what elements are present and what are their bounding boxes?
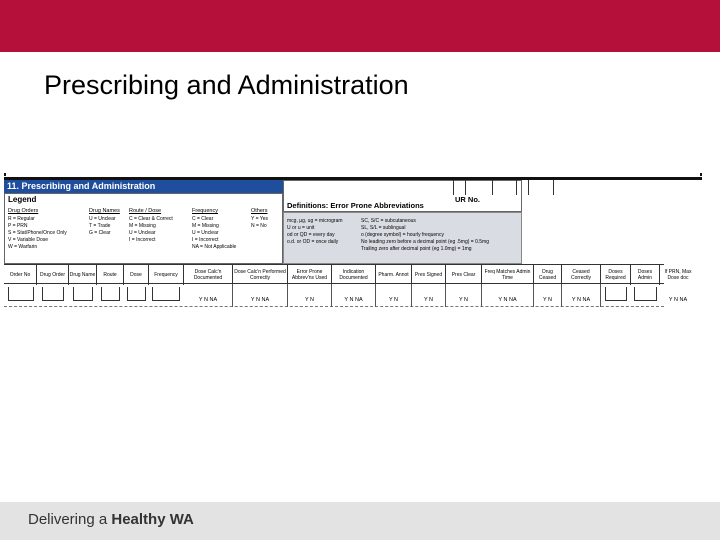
legend-item: C = Clear & Correct — [129, 216, 173, 222]
definition-item: od or QD = every day — [287, 232, 335, 238]
dose-box[interactable] — [127, 287, 146, 301]
column-header: Pharm. Annot — [376, 265, 412, 285]
audit-form-image — [4, 173, 704, 313]
column-header: Error Prone Abbrev'ns Used — [288, 265, 332, 285]
form-corner-tick — [700, 173, 702, 176]
legend-heading: Drug Orders — [8, 208, 39, 214]
column-header: Pres Clear — [446, 265, 482, 285]
footer-tagline-brand: Healthy WA — [111, 511, 194, 528]
yes-no-option[interactable]: Y N — [446, 284, 482, 307]
yes-no-option[interactable]: Y N NA — [184, 284, 233, 307]
definition-item: mcg, µg, ug = microgram — [287, 218, 343, 224]
legend-heading: Others — [251, 208, 268, 214]
ur-number-label: UR No. — [455, 195, 480, 204]
legend-item: G = Clear — [89, 230, 111, 236]
ur-number-box[interactable] — [553, 180, 565, 195]
ur-number-box[interactable] — [528, 180, 540, 195]
yes-no-option[interactable]: Y N — [412, 284, 446, 307]
frequency-box[interactable] — [152, 287, 180, 301]
definition-item: o (degree symbol) = hourly frequency — [361, 232, 444, 238]
audit-header-row — [4, 264, 692, 284]
doses-admin-box[interactable] — [634, 287, 657, 301]
legend-item: Y = Yes — [251, 216, 269, 222]
legend-item: I = Incorrect — [129, 237, 156, 243]
definitions-title: Definitions: Error Prone Abbreviations — [287, 201, 424, 210]
legend-panel — [4, 193, 283, 264]
column-header: Pres Signed — [412, 265, 446, 285]
column-header: Drug Ceased — [534, 265, 562, 285]
column-header: If PRN, Max Dose doc — [664, 269, 692, 281]
ur-number-box[interactable] — [516, 180, 528, 195]
yes-no-option[interactable]: Y N NA — [332, 284, 376, 307]
form-corner-tick — [4, 173, 6, 176]
legend-item: P = PRN — [8, 223, 28, 229]
legend-item: N = No — [251, 223, 267, 229]
column-header: Dose Calc'n Documented — [184, 265, 233, 285]
legend-item: U = Unclear — [129, 230, 156, 236]
column-header: Freq Matches Admin Time — [482, 265, 534, 285]
route-box[interactable] — [101, 287, 120, 301]
legend-item: C = Clear — [192, 216, 214, 222]
section-heading: 11. Prescribing and Administration — [4, 180, 283, 193]
yes-no-option[interactable]: Y N NA — [482, 284, 534, 307]
definition-item: U or u = unit — [287, 225, 315, 231]
legend-item: W = Warfarin — [8, 244, 38, 250]
definition-item: No leading zero before a decimal point (eg .5mg) = 0.5mg — [361, 239, 489, 245]
column-header: Doses Required — [601, 265, 631, 285]
definition-item: SL, S/L = sublingual — [361, 225, 406, 231]
definition-item: o.d. or OD = once daily — [287, 239, 339, 245]
ur-number-box[interactable] — [465, 180, 477, 195]
legend-heading: Drug Names — [89, 208, 120, 214]
legend-item: M = Missing — [192, 223, 219, 229]
legend-item: U = Unclear — [89, 216, 116, 222]
yes-no-option[interactable]: Y N NA — [668, 297, 688, 303]
legend-heading: Frequency — [192, 208, 218, 214]
ur-number-box[interactable] — [492, 180, 504, 195]
column-header: Dose Calc'n Performed Correctly — [233, 265, 288, 285]
doses-required-box[interactable] — [605, 287, 627, 301]
legend-item: T = Trade — [89, 223, 111, 229]
definition-item: SC, S/C = subcutaneous — [361, 218, 416, 224]
legend-item: S = Stat/Phone/Once Only — [8, 230, 67, 236]
drug-name-box[interactable] — [73, 287, 93, 301]
footer-tagline — [28, 511, 194, 528]
column-header: Ceased Correctly — [562, 265, 601, 285]
yes-no-option[interactable]: Y N — [534, 284, 562, 307]
definitions-header — [283, 180, 522, 212]
drug-order-box[interactable] — [42, 287, 64, 301]
order-no-box[interactable] — [8, 287, 34, 301]
legend-item: NA = Not Applicable — [192, 244, 237, 250]
legend-item: V = Variable Dose — [8, 237, 49, 243]
definition-item: Trailing zero after decimal point (eg 1.0mg) = 1mg — [361, 246, 472, 252]
legend-title: Legend — [8, 195, 37, 204]
column-header: Dose — [124, 265, 149, 285]
column-header: Doses Admin — [631, 265, 660, 285]
audit-entry-row — [4, 284, 688, 307]
column-header: Indication Documented — [332, 265, 376, 285]
column-header: Drug Name — [69, 265, 97, 285]
legend-heading: Route / Dose — [129, 208, 162, 214]
legend-item: I = Incorrect — [192, 237, 219, 243]
column-header: Order No — [4, 265, 37, 285]
brand-header-bar — [0, 0, 720, 52]
legend-item: M = Missing — [129, 223, 156, 229]
ur-number-box[interactable] — [453, 180, 465, 195]
column-header: Route — [97, 265, 124, 285]
legend-item: R = Regular — [8, 216, 35, 222]
footer-tagline-prefix: Delivering a — [28, 511, 112, 528]
yes-no-option[interactable]: Y N — [376, 284, 412, 307]
definitions-panel — [283, 212, 522, 264]
yes-no-option[interactable]: Y N NA — [562, 284, 601, 307]
yes-no-option[interactable]: Y N NA — [233, 284, 288, 307]
slide-title: Prescribing and Administration — [44, 70, 409, 100]
column-header: Frequency — [149, 265, 184, 285]
yes-no-option[interactable]: Y N — [288, 284, 332, 307]
column-header: Drug Order — [37, 265, 69, 285]
legend-item: U = Unclear — [192, 230, 219, 236]
